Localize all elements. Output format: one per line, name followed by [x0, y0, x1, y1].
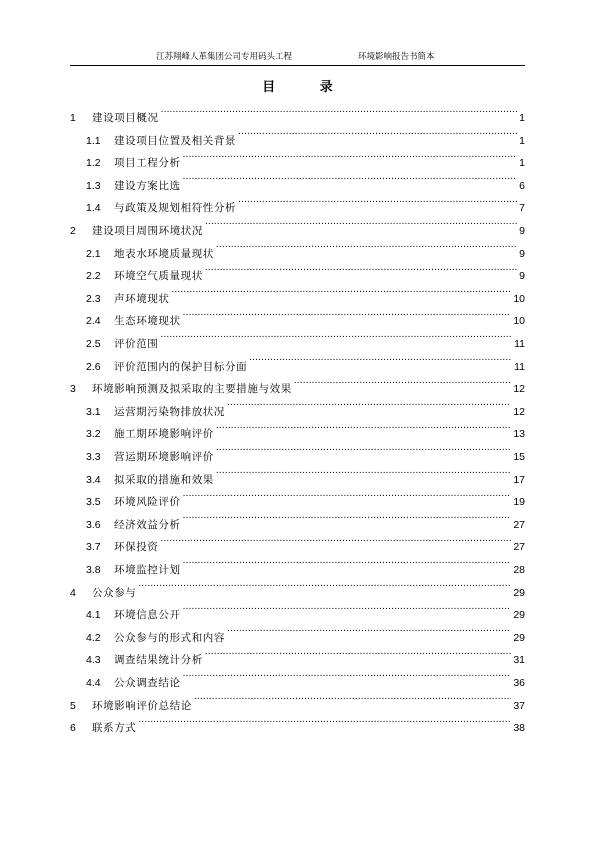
toc-entry[interactable] — [70, 596, 525, 622]
toc-dot-leader — [227, 392, 511, 415]
toc-dot-leader — [172, 279, 512, 302]
toc-entry-label: 联系方式 — [92, 722, 137, 735]
toc-entry[interactable] — [70, 573, 525, 599]
toc-entry-number: 5 — [70, 699, 76, 712]
toc-entry-label: 建设项目周围环境状况 — [92, 225, 203, 238]
toc-entry-page-number: 12 — [513, 383, 525, 396]
toc-entry-page-number: 15 — [513, 451, 525, 463]
toc-entry-number: 4.3 — [86, 654, 101, 667]
toc-entry-label: 经济效益分析 — [114, 518, 181, 531]
toc-entry-page-number: 10 — [513, 292, 525, 305]
toc-entry-page-number: 1 — [519, 157, 525, 170]
toc-entry-page-number: 9 — [519, 225, 525, 238]
toc-dot-leader — [183, 505, 512, 528]
toc-entry-page-number: 11 — [514, 338, 525, 351]
toc-dot-leader — [205, 257, 517, 280]
toc-entry-label: 环境空气质量现状 — [114, 270, 203, 283]
toc-dot-leader — [183, 550, 512, 573]
toc-entry-number: 4.4 — [86, 676, 101, 689]
toc-entry-number: 2.6 — [86, 360, 101, 373]
toc-entry-label: 公众调查结论 — [114, 676, 181, 689]
toc-entry-label: 环境风险评价 — [114, 496, 181, 509]
toc-entry-number: 3.5 — [86, 496, 101, 509]
toc-dot-leader — [227, 618, 511, 641]
toc-entry-label: 地表水环境质量现状 — [114, 247, 214, 260]
toc-dot-leader — [216, 234, 517, 257]
toc-dot-leader — [194, 686, 511, 709]
toc-entry-number: 1.1 — [86, 134, 101, 147]
toc-dot-leader — [238, 121, 517, 144]
toc-entry-label: 调查结果统计分析 — [114, 654, 203, 667]
toc-entry-label: 建设项目概况 — [92, 112, 159, 125]
toc-entry-label: 评价范围内的保护目标分面 — [114, 360, 248, 373]
toc-entry-number: 1 — [70, 112, 76, 125]
toc-entry-label: 建设项目位置及相关背景 — [114, 134, 237, 147]
toc-dot-leader — [183, 302, 512, 325]
toc-dot-leader — [183, 166, 518, 189]
toc-entry-page-number: 11 — [514, 360, 525, 373]
toc-dot-leader — [216, 460, 511, 483]
toc-entry-number: 6 — [70, 722, 76, 735]
header-rule — [70, 65, 525, 66]
toc-entry-page-number: 29 — [513, 586, 525, 599]
toc-entry-label: 施工期环境影响评价 — [114, 428, 214, 441]
toc-dot-leader — [160, 324, 512, 347]
toc-entry-page-number: 7 — [519, 202, 525, 215]
toc-entry-page-number: 38 — [513, 722, 525, 735]
toc-entry-page-number: 17 — [513, 473, 525, 486]
toc-entry-number: 3 — [70, 383, 76, 396]
toc-entry-number: 1.4 — [86, 202, 101, 215]
toc-dot-leader — [183, 663, 512, 686]
toc-dot-leader — [205, 211, 517, 234]
toc-entry[interactable] — [70, 709, 525, 735]
toc-entry-number: 1.2 — [86, 157, 101, 170]
toc-entry-number: 4.2 — [86, 631, 101, 644]
toc-entry-number: 2 — [70, 225, 76, 238]
toc-dot-leader — [216, 437, 511, 460]
toc-entry-page-number: 10 — [513, 315, 525, 328]
toc-entry-page-number: 37 — [513, 699, 525, 712]
toc-entry-number: 3.6 — [86, 518, 101, 531]
toc-entry-number: 2.4 — [86, 315, 101, 328]
toc-entry-page-number: 36 — [513, 676, 525, 689]
toc-entry[interactable] — [70, 99, 525, 125]
toc-entry-label: 环境影响评价总结论 — [92, 699, 192, 712]
header-project-name: 江苏翔峰人革集团公司专用码头工程 — [156, 52, 293, 62]
toc-dot-leader — [216, 415, 511, 438]
toc-entry-label: 环境影响预测及拟采取的主要措施与效果 — [92, 383, 292, 396]
toc-entry-page-number: 29 — [513, 631, 525, 644]
toc-dot-leader — [294, 370, 512, 393]
toc-title: 目 录 — [262, 80, 353, 95]
toc-dot-leader — [183, 596, 512, 619]
toc-entry-label: 环保投资 — [114, 541, 159, 554]
toc-entry-label: 公众参与的形式和内容 — [114, 631, 225, 644]
toc-entry-page-number: 6 — [519, 179, 525, 192]
toc-entry-label: 与政策及规划相符性分析 — [114, 202, 237, 215]
toc-dot-leader — [138, 573, 511, 596]
toc-entry-page-number: 28 — [513, 563, 525, 576]
toc-dot-leader — [238, 189, 517, 212]
toc-dot-leader — [138, 709, 511, 732]
toc-entry-page-number: 1 — [519, 134, 525, 147]
toc-entry-label: 营运期环境影响评价 — [114, 451, 214, 463]
toc-entry-page-number: 1 — [519, 112, 525, 125]
toc-entry-page-number: 9 — [519, 270, 525, 283]
toc-entry-page-number: 13 — [513, 428, 525, 441]
toc-entry-page-number: 9 — [519, 247, 525, 260]
toc-entry-number: 2.3 — [86, 292, 101, 305]
toc-entry-label: 评价范围 — [114, 338, 159, 351]
toc-entry-number: 3.7 — [86, 541, 101, 554]
toc-entry-page-number: 19 — [513, 496, 525, 509]
toc-dot-leader — [183, 144, 518, 167]
toc-entry-number: 3.2 — [86, 428, 101, 441]
header-report-name: 环境影响报告书简本 — [358, 52, 435, 62]
toc-entry-number: 3.3 — [86, 451, 101, 463]
toc-entry-label: 项目工程分析 — [114, 157, 181, 170]
toc-entry-label: 生态环境现状 — [114, 315, 181, 328]
toc-dot-leader — [205, 641, 512, 664]
toc-dot-leader — [160, 528, 511, 551]
toc-entry-label: 建设方案比选 — [114, 179, 181, 192]
toc-entry-number: 2.5 — [86, 338, 101, 351]
toc-entry-label: 公众参与 — [92, 586, 137, 599]
toc-dot-leader — [249, 347, 512, 370]
toc-dot-leader — [161, 99, 518, 122]
toc-entry-number: 3.8 — [86, 563, 101, 576]
toc-entry-label: 声环境现状 — [114, 292, 170, 305]
toc-entry-page-number: 12 — [513, 405, 525, 418]
toc-entry-page-number: 29 — [513, 609, 525, 622]
table-of-contents — [70, 99, 525, 735]
toc-entry-label: 拟采取的措施和效果 — [114, 473, 214, 486]
toc-entry-page-number: 27 — [513, 541, 525, 554]
toc-entry-page-number: 27 — [513, 518, 525, 531]
toc-entry-page-number: 31 — [513, 654, 525, 667]
toc-entry-number: 3.1 — [86, 405, 101, 418]
toc-entry-number: 2.1 — [86, 247, 101, 260]
toc-entry-number: 4.1 — [86, 609, 101, 622]
toc-entry-label: 环境信息公开 — [114, 609, 181, 622]
toc-entry-label: 环境监控计划 — [114, 563, 181, 576]
toc-entry-number: 2.2 — [86, 270, 101, 283]
toc-entry-number: 1.3 — [86, 179, 101, 192]
toc-entry-label: 运营期污染物排放状况 — [114, 405, 225, 418]
toc-entry-number: 4 — [70, 586, 76, 599]
toc-entry-number: 3.4 — [86, 473, 101, 486]
toc-dot-leader — [183, 483, 512, 506]
